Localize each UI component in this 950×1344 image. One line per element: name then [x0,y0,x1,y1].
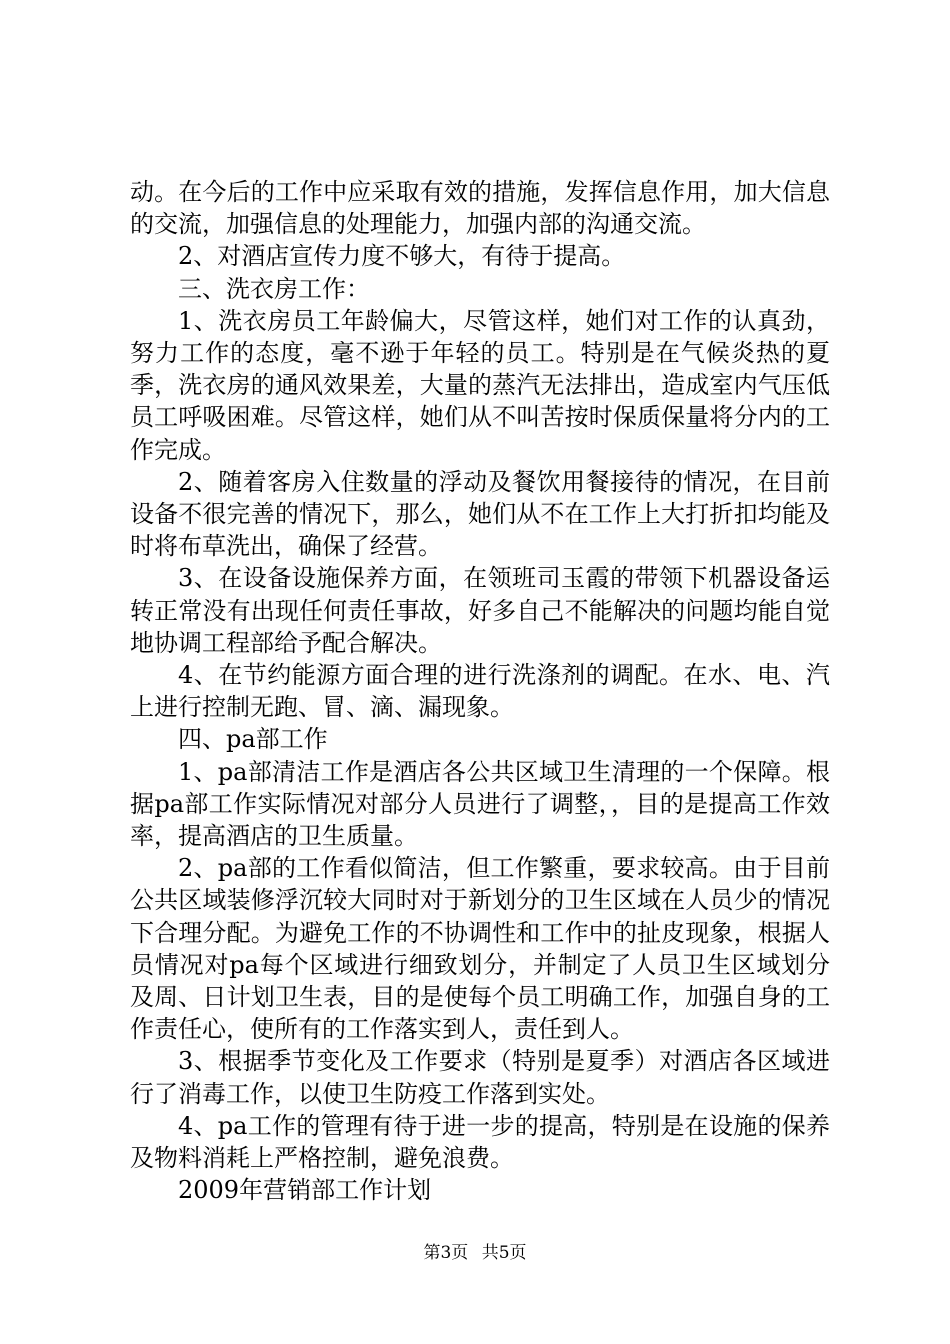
paragraph-continuation: 动。在今后的工作中应采取有效的措施，发挥信息作用，加大信息的交流，加强信息的处理能力，加强内部的沟通交流。 [130,178,830,239]
page-total: 共5页 [481,1243,527,1263]
page-number: 第3页 [423,1243,469,1263]
section-heading-marketing-plan: 2009年营销部工作计划 [178,1176,432,1205]
paragraph-publicity: 2、对酒店宣传力度不够大，有待于提高。 [178,242,626,271]
paragraph-pa-3: 3、根据季节变化及工作要求（特别是夏季）对酒店各区域进行了消毒工作，以使卫生防疫工作落到实处。 [130,1047,830,1108]
paragraph-pa-1: 1、pa部清洁工作是酒店各公共区域卫生清理的一个保障。根据pa部工作实际情况对部分人员进行了调整，，目的是提高工作效率，提高酒店的卫生质量。 [130,757,830,851]
page-footer [0,1242,950,1264]
paragraph-laundry-1: 1、洗衣房员工年龄偏大，尽管这样，她们对工作的认真劲，努力工作的态度，毫不逊于年轻的员工。特别是在气候炎热的夏季，洗衣房的通风效果差，大量的蒸汽无法排出，造成室内气压低员工呼吸困难。尽管这样，她们从不叫苦按时保质保量将分内的工作完成。 [130,306,830,464]
paragraph-pa-4: 4、pa工作的管理有待于进一步的提高，特别是在设施的保养及物料消耗上严格控制，避免浪费。 [130,1111,830,1173]
paragraph-laundry-4: 4、在节约能源方面合理的进行洗涤剂的调配。在水、电、汽上进行控制无跑、冒、滴、漏现象。 [130,661,830,722]
paragraph-laundry-3: 3、在设备设施保养方面，在领班司玉霞的带领下机器设备运转正常没有出现任何责任事故，好多自己不能解决的问题均能自觉地协调工程部给予配合解决。 [130,564,830,657]
document-body [130,176,830,1207]
section-heading-laundry: 三、洗衣房工作： [178,274,370,303]
paragraph-laundry-2: 2、随着客房入住数量的浮动及餐饮用餐接待的情况，在目前设备不很完善的情况下，那么，她们从不在工作上大打折扣均能及时将布草洗出，确保了经营。 [130,467,830,561]
section-heading-pa: 四、pa部工作 [178,725,328,754]
paragraph-pa-2: 2、pa部的工作看似简洁，但工作繁重，要求较高。由于目前公共区域装修浮沉较大同时对于新划分的卫生区域在人员少的情况下合理分配。为避免工作的不协调性和工作中的扯皮现象，根据人员情况对pa每个区域进行细致划分，并制定了人员卫生区域划分及周、日计划卫生表，目的是使每个员工明确工作，加强自身的工作责任心，使所有的工作落实到人，责任到人。 [130,854,830,1044]
